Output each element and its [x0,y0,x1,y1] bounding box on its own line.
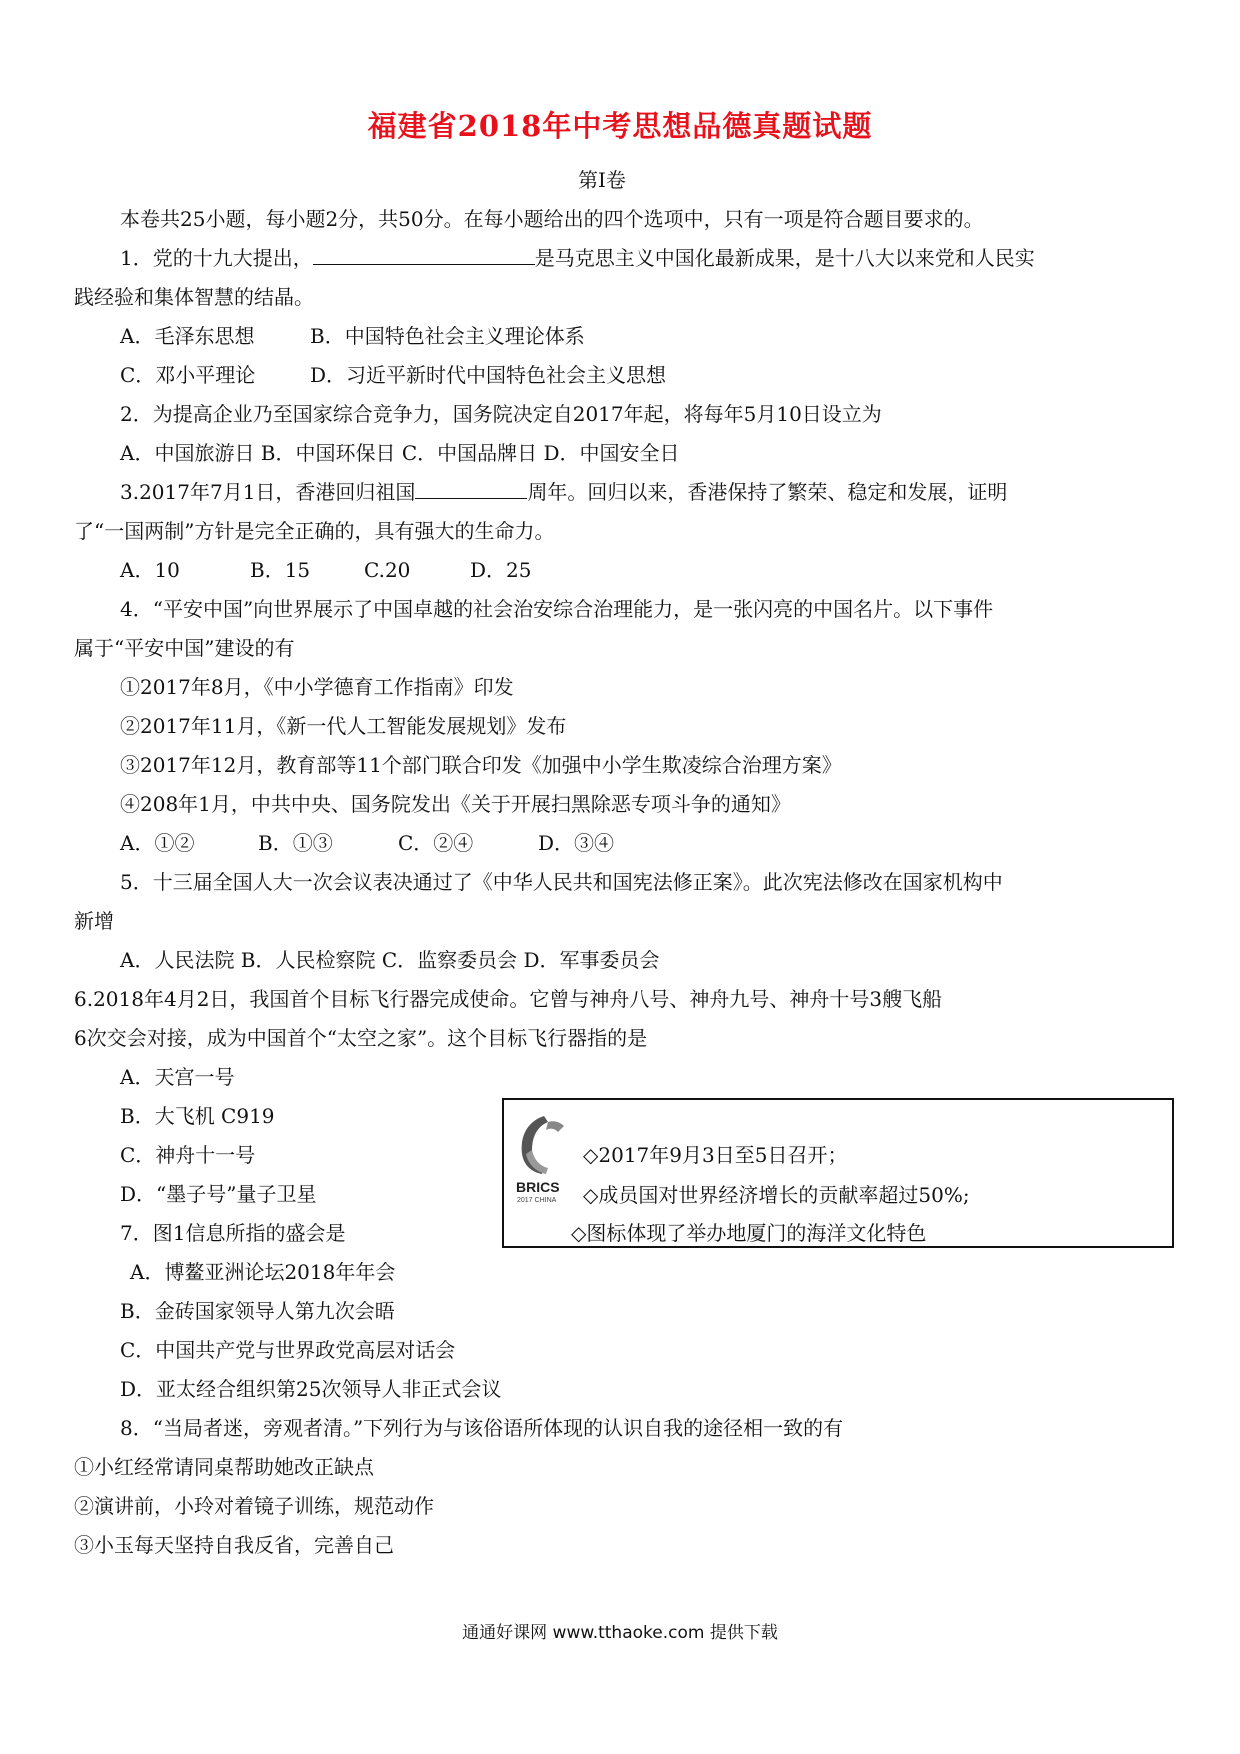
brics-logo-subtext: 2017 CHINA [517,1197,557,1204]
question-8-item-2: ②演讲前，小玲对着镜子训练，规范动作 [74,1494,434,1518]
question-1-option-a: A．毛泽东思想 [120,324,255,348]
question-5-stem: 5．十三届全国人大一次会议表决通过了《中华人民共和国宪法修正案》。此次宪法修改在国家机构中 [120,870,1003,894]
question-4-option-c: C．②④ [398,831,474,855]
footer-credit: 通通好课网 www.tthaoke.com 提供下载 [462,1623,778,1643]
question-5-options: A．人民法院 B．人民检察院 C．监察委员会 D．军事委员会 [120,948,660,972]
question-4-item-3: ③2017年12月，教育部等11个部门联合印发《加强中小学生欺凌综合治理方案》 [120,753,842,777]
question-3-blank [415,480,527,499]
question-3-text-before: 3.2017年7月1日，香港回归祖国 [120,480,416,504]
question-7-option-a: A．博鳌亚洲论坛2018年年会 [130,1260,396,1284]
question-4-option-a: A．①② [120,831,195,855]
figure-1-info-box [502,1098,1174,1248]
question-4-item-2: ②2017年11月，《新一代人工智能发展规划》发布 [120,714,567,738]
question-3-option-a: A．10 [120,558,180,582]
question-3-stem [120,480,1007,504]
instructions: 本卷共25小题，每小题2分，共50分。在每小题给出的四个选项中，只有一项是符合题目要求的。 [120,207,984,231]
question-4-item-1: ①2017年8月，《中小学德育工作指南》印发 [120,675,514,699]
question-3-option-b: B．15 [250,558,311,582]
page-title: 福建省2018年中考思想品德真题试题 [367,109,873,143]
question-6-continuation: 6次交会对接，成为中国首个“太空之家”。这个目标飞行器指的是 [74,1026,648,1050]
question-3-text-after: 周年。回归以来，香港保持了繁荣、稳定和发展，证明 [527,480,1008,504]
question-6-option-b: B．大飞机 C919 [120,1104,275,1128]
brics-logo-graphic [514,1112,576,1204]
question-4-continuation: 属于“平安中国”建设的有 [74,636,295,660]
question-4-option-d: D．③④ [538,831,615,855]
question-2-stem: 2．为提高企业乃至国家综合竞争力，国务院决定自2017年起，将每年5月10日设立为 [120,402,882,426]
question-4-stem: 4．“平安中国”向世界展示了中国卓越的社会治安综合治理能力，是一张闪亮的中国名片。以下事件 [120,597,994,621]
figure-bullet-2: ◇成员国对世界经济增长的贡献率超过50%; [583,1183,970,1207]
question-1-stem [120,246,1035,270]
question-1-option-c: C．邓小平理论 [120,363,256,387]
brics-logo-icon [514,1112,576,1204]
question-8-item-1: ①小红经常请同桌帮助她改正缺点 [74,1455,374,1479]
figure-bullet-1: ◇2017年9月3日至5日召开； [583,1143,848,1167]
question-5-continuation: 新增 [74,909,114,933]
question-8-stem: 8．“当局者迷，旁观者清。”下列行为与该俗语所体现的认识自我的途径相一致的有 [120,1416,844,1440]
question-1-text-before: 1．党的十九大提出， [120,246,313,270]
question-4-option-b: B．①③ [258,831,333,855]
question-6-stem: 6.2018年4月2日，我国首个目标飞行器完成使命。它曾与神舟八号、神舟九号、神舟十号3艘飞船 [74,987,943,1011]
section-heading: 第I卷 [578,168,626,192]
question-1-text-after: 是马克思主义中国化最新成果，是十八大以来党和人民实 [534,246,1035,270]
question-7-stem: 7．图1信息所指的盛会是 [120,1221,346,1245]
question-1-continuation: 践经验和集体智慧的结晶。 [74,285,314,309]
question-6-option-a: A．天宫一号 [120,1065,235,1089]
question-3-option-c: C.20 [364,558,411,582]
question-3-continuation: 了“一国两制”方针是完全正确的，具有强大的生命力。 [74,519,555,543]
question-6-option-d: D．“墨子号”量子卫星 [120,1182,317,1206]
brics-logo-text: BRICS [516,1179,560,1195]
question-4-item-4: ④208年1月，中共中央、国务院发出《关于开展扫黑除恶专项斗争的通知》 [120,792,791,816]
question-7-option-b: B．金砖国家领导人第九次会晤 [120,1299,395,1323]
question-1-option-d: D．习近平新时代中国特色社会主义思想 [310,363,667,387]
question-3-option-d: D．25 [470,558,532,582]
question-1-blank [313,246,535,265]
question-1-option-b: B．中国特色社会主义理论体系 [310,324,585,348]
question-6-option-c: C．神舟十一号 [120,1143,256,1167]
question-8-item-3: ③小玉每天坚持自我反省，完善自己 [74,1533,394,1557]
question-7-option-c: C．中国共产党与世界政党高层对话会 [120,1338,456,1362]
question-7-option-d: D．亚太经合组织第25次领导人非正式会议 [120,1377,502,1401]
question-2-options: A．中国旅游日 B．中国环保日 C．中国品牌日 D．中国安全日 [120,441,680,465]
figure-bullet-3: ◇图标体现了举办地厦门的海洋文化特色 [571,1221,927,1245]
